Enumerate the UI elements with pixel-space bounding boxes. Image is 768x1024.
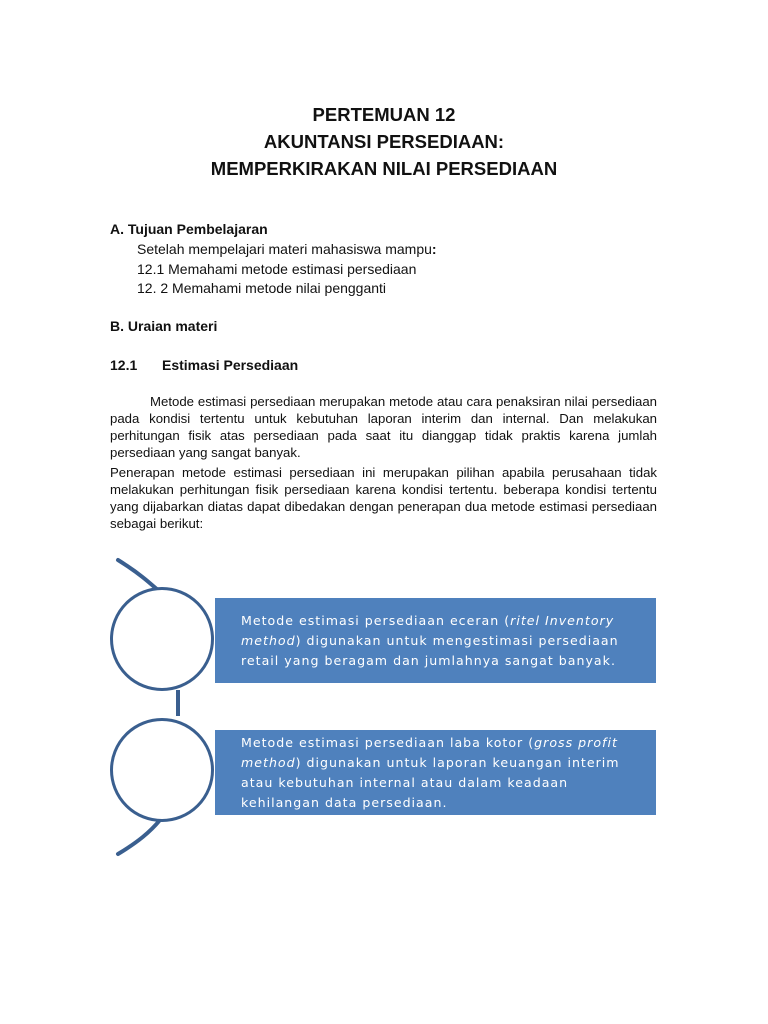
- title-line-3: MEMPERKIRAKAN NILAI PERSEDIAAN: [210, 158, 558, 179]
- retail-text-after: ) digunakan untuk mengestimasi persediaan retail yang beragam dan jumlahnya sangat banyak.: [241, 632, 619, 668]
- retail-text-before: Metode estimasi persediaan eceran (: [241, 612, 511, 628]
- section-a-intro: [137, 241, 437, 257]
- document-title: [0, 101, 768, 182]
- objective-item-1: 12.1 Memahami metode estimasi persediaan: [137, 261, 417, 277]
- section-a-intro-colon: :: [431, 241, 437, 257]
- paragraph-1: [110, 393, 657, 461]
- section-a-intro-text: Setelah mempelajari materi mahasiswa mampu: [137, 241, 432, 257]
- diagram-circle-1: [110, 587, 214, 691]
- subsection-heading: [110, 357, 298, 373]
- objective-item-2: 12. 2 Memahami metode nilai pengganti: [137, 280, 387, 296]
- gross-profit-text-after: ) digunakan untuk laporan keuangan interim atau kebutuhan internal atau dalam keadaan kehilangan data persediaan.: [241, 754, 620, 810]
- paragraph-1-text: Metode estimasi persediaan merupakan metode atau cara penaksiran nilai persediaan pada kondisi tertentu untuk kebutuhan laporan interim dan internal. Dan melakukan perhitungan fisik atas persediaan pada saat itu dianggap tidak praktis karena jumlah persediaan yang sangat banyak.: [110, 394, 657, 460]
- section-b-heading: B. Uraian materi: [110, 318, 218, 334]
- title-line-1: PERTEMUAN 12: [312, 104, 456, 125]
- method-box-gross-profit-text: [241, 733, 644, 813]
- diagram-circle-2: [110, 718, 214, 822]
- method-box-retail: [215, 598, 656, 683]
- subsection-title: Estimasi Persediaan: [162, 357, 299, 373]
- method-box-retail-text: [241, 611, 644, 671]
- section-a-heading: A. Tujuan Pembelajaran: [110, 221, 268, 237]
- subsection-number: 12.1: [110, 357, 138, 373]
- gross-profit-text-italic: gross profit method: [241, 734, 618, 770]
- gross-profit-text-before: Metode estimasi persediaan laba kotor (: [241, 734, 535, 750]
- bottom-arc: [118, 820, 160, 854]
- paragraph-2: Penerapan metode estimasi persediaan ini merupakan pilihan apabila perusahaan tidak melakukan perhitungan fisik persediaan karena kondisi tertentu. beberapa kondisi tertentu yang dijabarkan diatas dapat dibedakan dengan penerapan dua metode estimasi persediaan sebagai berikut:: [110, 465, 657, 531]
- method-box-gross-profit: [215, 730, 656, 815]
- title-line-2: AKUNTANSI PERSEDIAAN:: [263, 131, 505, 152]
- retail-text-italic: ritel Inventory method: [241, 612, 615, 648]
